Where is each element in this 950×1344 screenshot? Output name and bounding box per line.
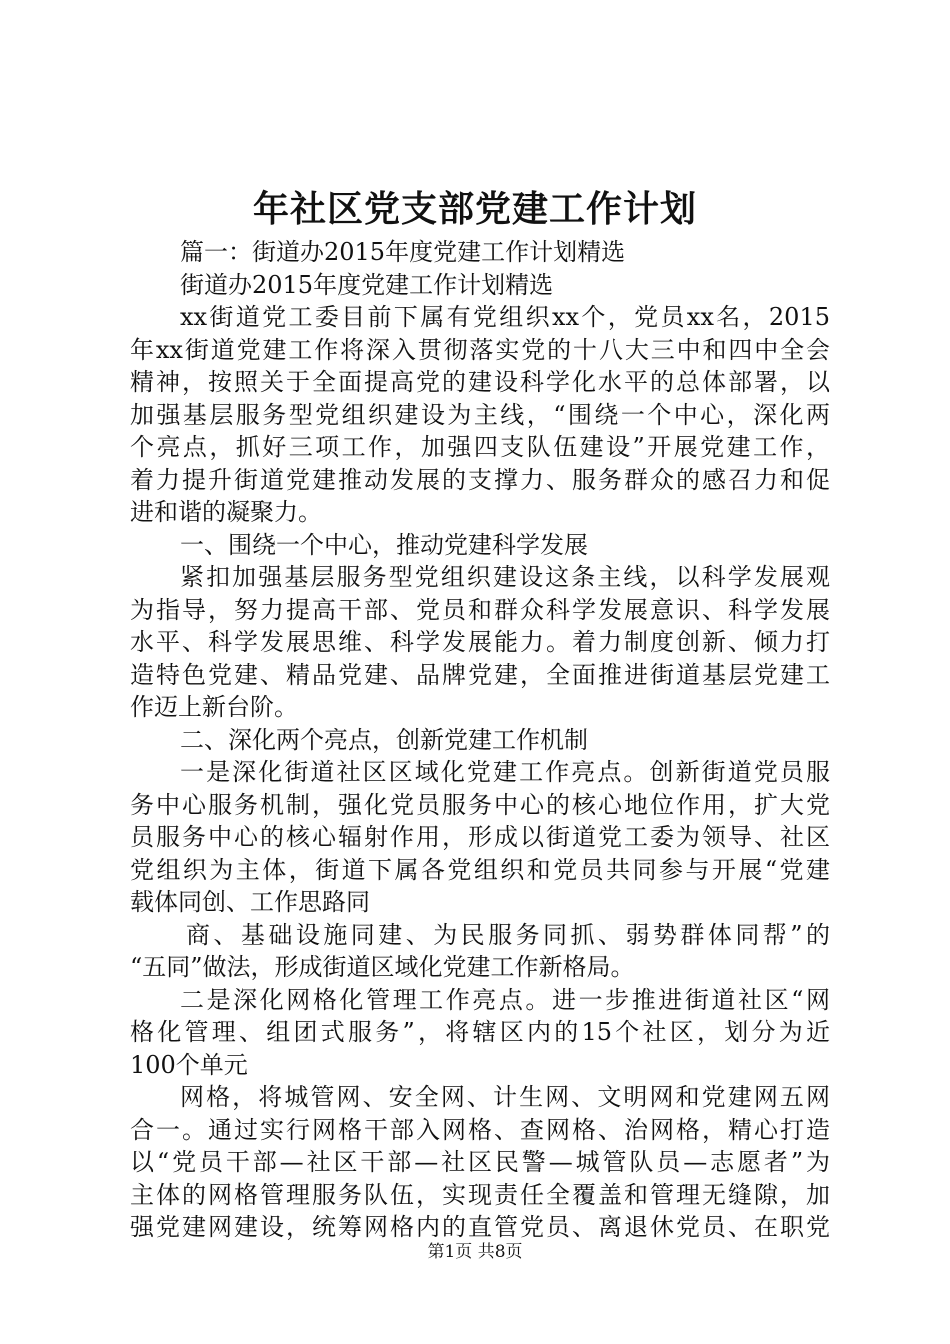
text-line: 二、深化两个亮点，创新党建工作机制 <box>180 725 588 754</box>
text-line: “五同”做法，形成街道区域化党建工作新格局。 <box>130 953 635 981</box>
text-line: 务中心服务机制，强化党员服务中心的核心地位作用，扩大党 <box>130 790 830 819</box>
text-line: 街道办2015年度党建工作计划精选 <box>180 270 554 299</box>
text-line: 一是深化街道社区区域化党建工作亮点。创新街道党员服 <box>180 758 830 786</box>
text-line: 商、基础设施同建、为民服务同抓、弱势群体同帮”的 <box>186 920 830 949</box>
text-line: 个亮点，抓好三项工作，加强四支队伍建设”开展党建工作， <box>130 433 830 461</box>
text-line: 加强基层服务型党组织建设为主线，“围绕一个中心，深化两 <box>130 400 830 429</box>
text-line: 主体的网格管理服务队伍，实现责任全覆盖和管理无缝隙，加 <box>130 1180 830 1209</box>
text-line: 作迈上新台阶。 <box>130 693 298 721</box>
text-line: 强党建网建设，统筹网格内的直管党员、离退休党员、在职党 <box>130 1213 830 1241</box>
text-line: 载体同创、工作思路同 <box>130 888 370 916</box>
text-line: 100个单元 <box>130 1050 248 1079</box>
text-line: 为指导，努力提高干部、党员和群众科学发展意识、科学发展 <box>130 595 830 624</box>
text-line: 着力提升街道党建推动发展的支撑力、服务群众的感召力和促 <box>130 465 830 494</box>
document-body <box>130 236 830 1244</box>
text-line: 年xx街道党建工作将深入贯彻落实党的十八大三中和四中全会 <box>130 335 830 364</box>
text-line: 精神，按照关于全面提高党的建设科学化水平的总体部署，以 <box>130 368 830 396</box>
text-line: 水平、科学发展思维、科学发展能力。着力制度创新、倾力打 <box>130 628 830 656</box>
text-line: xx街道党工委目前下属有党组织xx个，党员xx名，2015 <box>180 303 830 331</box>
page-footer: 第1页 共8页 <box>427 1242 523 1262</box>
text-line: 格化管理、组团式服务”，将辖区内的15个社区，划分为近 <box>130 1018 830 1046</box>
text-line: 以“党员干部—社区干部—社区民警—城管队员—志愿者”为 <box>130 1148 830 1176</box>
text-line: 紧扣加强基层服务型党组织建设这条主线，以科学发展观 <box>180 563 830 591</box>
text-line: 一、围绕一个中心，推动党建科学发展 <box>180 530 588 559</box>
text-line: 进和谐的凝聚力。 <box>130 498 322 526</box>
text-line: 党组织为主体，街道下属各党组织和党员共同参与开展“党建 <box>130 855 830 884</box>
text-line: 网格，将城管网、安全网、计生网、文明网和党建网五网 <box>180 1083 830 1111</box>
text-line: 员服务中心的核心辐射作用，形成以街道党工委为领导、社区 <box>130 823 830 851</box>
text-line: 二是深化网格化管理工作亮点。进一步推进街道社区“网 <box>180 985 830 1014</box>
text-line: 造特色党建、精品党建、品牌党建，全面推进街道基层党建工 <box>130 660 830 689</box>
text-line: 篇一：街道办2015年度党建工作计划精选 <box>180 238 626 266</box>
text-line: 合一。通过实行网格干部入网格、查网格、治网格，精心打造 <box>130 1115 830 1144</box>
document-title: 年社区党支部党建工作计划 <box>252 188 697 230</box>
